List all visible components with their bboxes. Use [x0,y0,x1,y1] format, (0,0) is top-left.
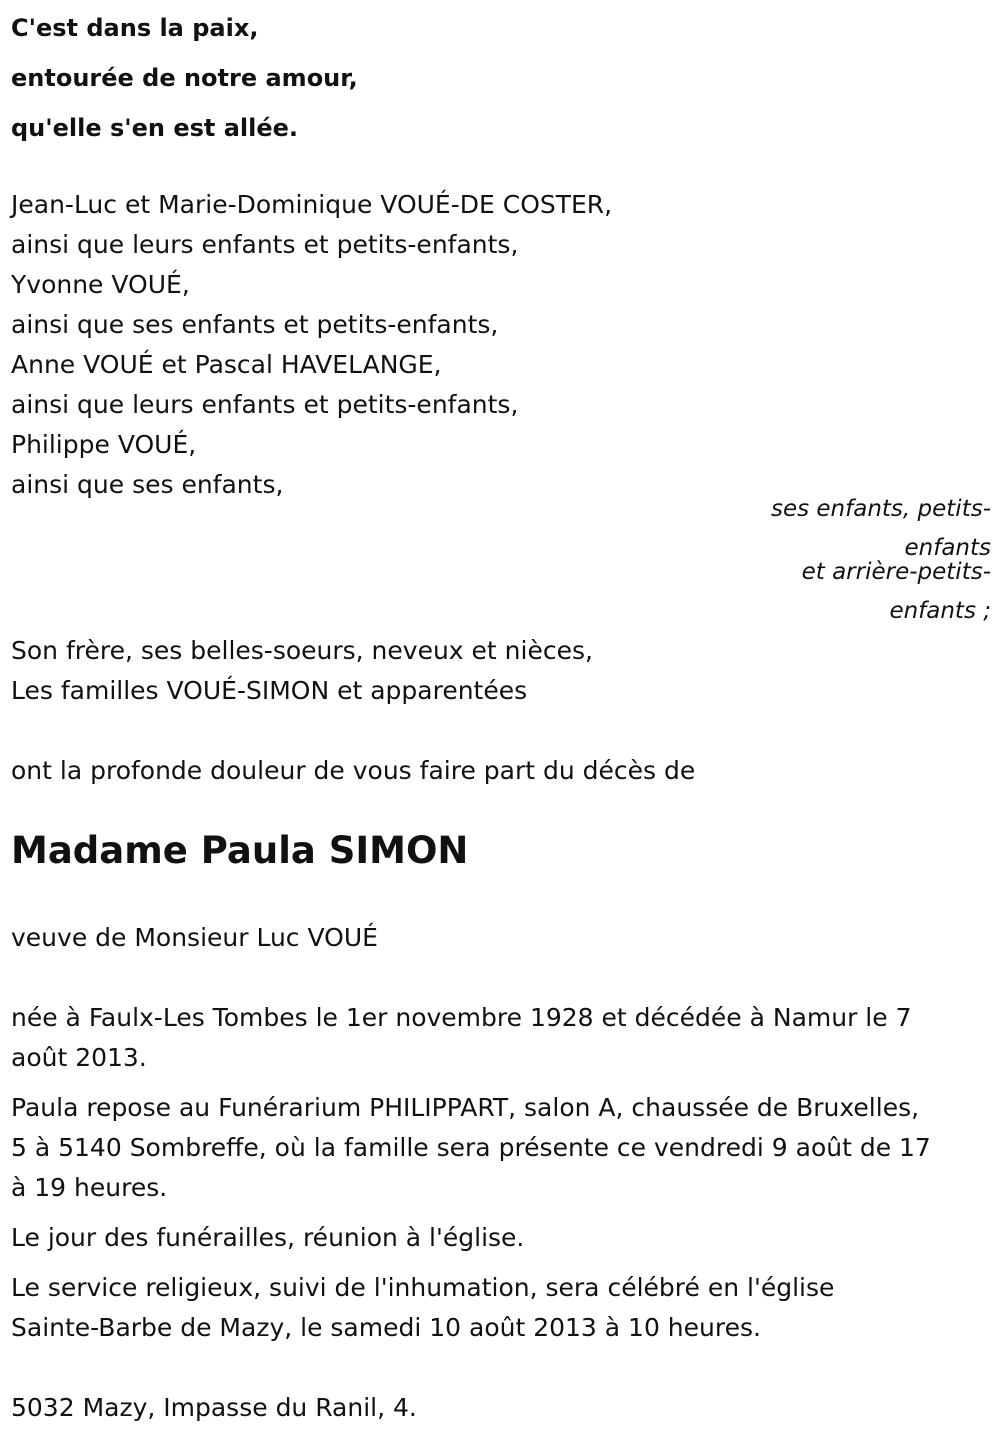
viewing-line-1: Paula repose au Funérarium PHILIPPART, salon A, chaussée de Bruxelles, [11,1093,920,1122]
family-line-5: Anne VOUÉ et Pascal HAVELANGE, [11,350,442,379]
family-line-6: ainsi que leurs enfants et petits-enfants, [11,390,519,419]
viewing-line-3: à 19 heures. [11,1173,168,1202]
aside-line-4: enfants ; [889,598,991,624]
family-line-8: ainsi que ses enfants, [11,470,284,499]
aside-line-2: enfants [904,535,991,561]
address-text: 5032 Mazy, Impasse du Ranil, 4. [11,1393,417,1422]
announcement-text: ont la profonde douleur de vous faire part du décès de [11,756,696,785]
family-line-3: Yvonne VOUÉ, [11,270,190,299]
family-line-2: ainsi que leurs enfants et petits-enfants, [11,230,519,259]
opening-line-2: entourée de notre amour, [11,64,358,92]
family-line-7: Philippe VOUÉ, [11,430,197,459]
aside-line-1: ses enfants, petits- [770,496,991,522]
aside-line-3: et arrière-petits- [801,559,991,585]
family-line-1: Jean-Luc et Marie-Dominique VOUÉ-DE COSTER, [11,190,613,219]
service-line-2: Sainte-Barbe de Mazy, le samedi 10 août 2013 à 10 heures. [11,1313,761,1342]
funeral-meeting-text: Le jour des funérailles, réunion à l'église. [11,1223,525,1252]
widow-of-text: veuve de Monsieur Luc VOUÉ [11,923,378,952]
family-line-4: ainsi que ses enfants et petits-enfants, [11,310,499,339]
relatives-line-1: Son frère, ses belles-soeurs, neveux et nièces, [11,636,593,665]
service-line-1: Le service religieux, suivi de l'inhumation, sera célébré en l'église [11,1273,835,1302]
opening-line-3: qu'elle s'en est allée. [11,114,299,142]
opening-line-1: C'est dans la paix, [11,14,259,42]
birth-death-line-1: née à Faulx-Les Tombes le 1er novembre 1928 et décédée à Namur le 7 [11,1003,912,1032]
birth-death-line-2: août 2013. [11,1043,147,1072]
deceased-name: Madame Paula SIMON [11,829,469,872]
viewing-line-2: 5 à 5140 Sombreffe, où la famille sera présente ce vendredi 9 août de 17 [11,1133,931,1162]
relatives-line-2: Les familles VOUÉ-SIMON et apparentées [11,676,528,705]
